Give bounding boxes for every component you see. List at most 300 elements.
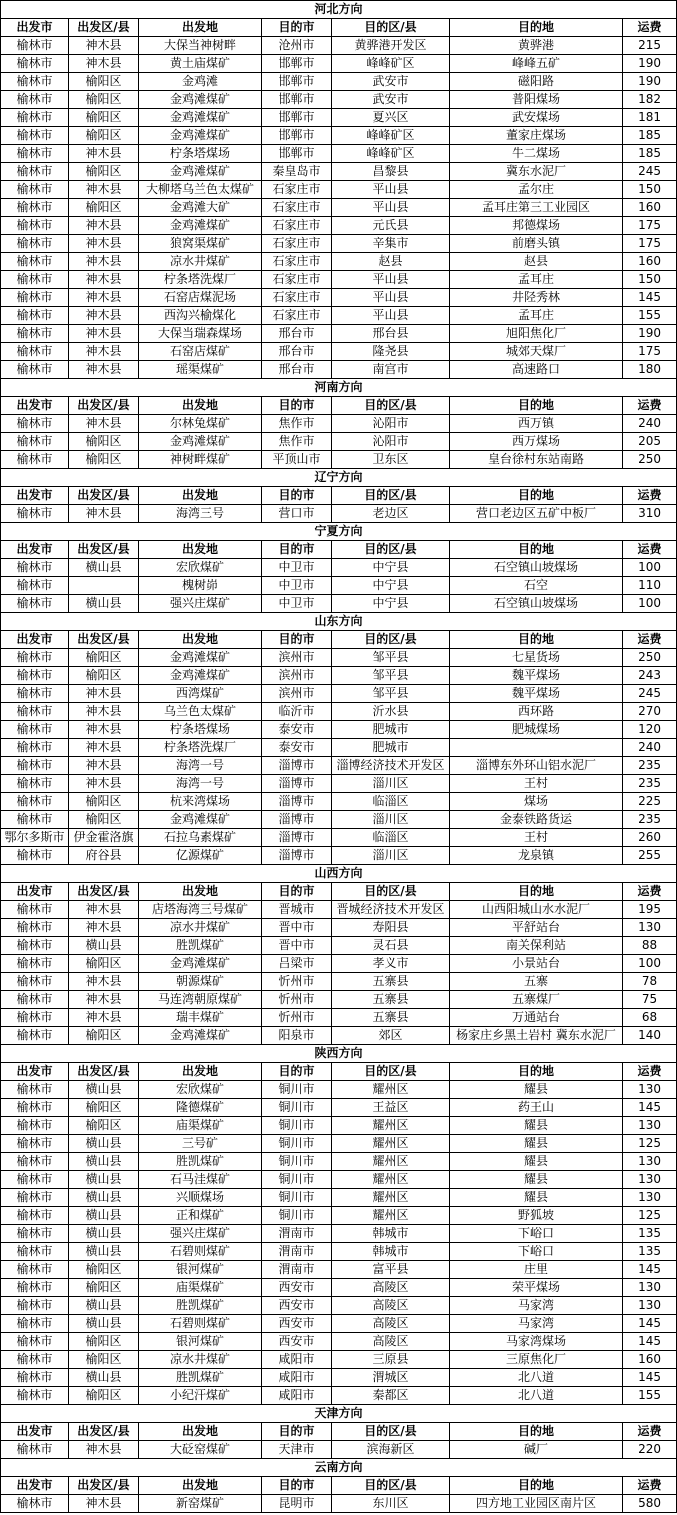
cell-freight: 125 [623, 1207, 677, 1225]
cell-origin-city: 榆林市 [1, 361, 69, 379]
cell-freight: 120 [623, 721, 677, 739]
table-row [1, 271, 677, 289]
cell-origin-district: 榆阳区 [69, 91, 139, 109]
cell-origin-site: 马连湾朝原煤矿 [139, 991, 262, 1009]
cell-dest-city: 铜川市 [262, 1207, 332, 1225]
cell-dest-city: 邯郸市 [262, 109, 332, 127]
cell-freight: 150 [623, 271, 677, 289]
cell-dest-site: 北八道 [450, 1369, 623, 1387]
cell-origin-site: 柠条塔洗煤厂 [139, 271, 262, 289]
cell-dest-district: 耀州区 [332, 1171, 450, 1189]
cell-dest-city: 中卫市 [262, 577, 332, 595]
cell-origin-district: 神木县 [69, 343, 139, 361]
cell-freight: 150 [623, 181, 677, 199]
header-row [1, 631, 677, 649]
column-header-origin-site: 出发地 [139, 1423, 262, 1441]
column-header-origin-site: 出发地 [139, 541, 262, 559]
cell-origin-district: 榆阳区 [69, 1261, 139, 1279]
cell-freight: 145 [623, 1099, 677, 1117]
table-row [1, 1027, 677, 1045]
cell-origin-city: 榆林市 [1, 217, 69, 235]
table-row [1, 199, 677, 217]
cell-origin-city: 榆林市 [1, 253, 69, 271]
column-header-origin-district: 出发区/县 [69, 883, 139, 901]
cell-dest-site: 煤场 [450, 793, 623, 811]
cell-dest-district: 峰峰矿区 [332, 127, 450, 145]
cell-dest-city: 滨州市 [262, 649, 332, 667]
table-row [1, 1117, 677, 1135]
cell-dest-city: 淄博市 [262, 811, 332, 829]
cell-origin-city: 榆林市 [1, 1189, 69, 1207]
cell-origin-site: 西湾煤矿 [139, 685, 262, 703]
cell-dest-city: 临沂市 [262, 703, 332, 721]
cell-origin-district: 榆阳区 [69, 1117, 139, 1135]
table-row [1, 1009, 677, 1027]
column-header-origin-district: 出发区/县 [69, 397, 139, 415]
cell-origin-city: 榆林市 [1, 127, 69, 145]
cell-dest-city: 邯郸市 [262, 73, 332, 91]
cell-dest-district: 高陵区 [332, 1279, 450, 1297]
cell-dest-site: 肥城煤场 [450, 721, 623, 739]
column-header-origin-site: 出发地 [139, 1477, 262, 1495]
cell-freight: 181 [623, 109, 677, 127]
cell-dest-city: 邯郸市 [262, 91, 332, 109]
cell-origin-city: 榆林市 [1, 325, 69, 343]
cell-freight: 155 [623, 307, 677, 325]
cell-origin-city: 榆林市 [1, 343, 69, 361]
cell-dest-site: 耀县 [450, 1171, 623, 1189]
cell-dest-site: 高速路口 [450, 361, 623, 379]
cell-dest-city: 昆明市 [262, 1495, 332, 1513]
cell-dest-district: 耀州区 [332, 1207, 450, 1225]
cell-origin-city: 榆林市 [1, 235, 69, 253]
cell-dest-site: 西万镇 [450, 415, 623, 433]
column-header-dest-city: 目的市 [262, 541, 332, 559]
cell-origin-district: 神木县 [69, 739, 139, 757]
section-title-row [1, 1405, 677, 1423]
cell-origin-site: 小纪汗煤矿 [139, 1387, 262, 1405]
cell-origin-city: 榆林市 [1, 721, 69, 739]
table-row [1, 289, 677, 307]
cell-freight: 130 [623, 1279, 677, 1297]
cell-dest-site: 耀县 [450, 1117, 623, 1135]
cell-origin-site: 正和煤矿 [139, 1207, 262, 1225]
section-title-row [1, 865, 677, 883]
cell-origin-site: 三号矿 [139, 1135, 262, 1153]
cell-origin-district: 横山县 [69, 1081, 139, 1099]
cell-origin-site: 金鸡滩大矿 [139, 199, 262, 217]
cell-origin-site: 大砭窑煤矿 [139, 1441, 262, 1459]
cell-dest-city: 滨州市 [262, 667, 332, 685]
cell-origin-city: 榆林市 [1, 667, 69, 685]
cell-origin-district: 神木县 [69, 55, 139, 73]
cell-dest-district: 临淄区 [332, 793, 450, 811]
column-header-dest-city: 目的市 [262, 631, 332, 649]
cell-dest-site: 城郊天煤厂 [450, 343, 623, 361]
cell-dest-site: 孟耳庄第三工业园区 [450, 199, 623, 217]
cell-origin-site: 银河煤矿 [139, 1333, 262, 1351]
table-row [1, 415, 677, 433]
cell-origin-site: 凉水井煤矿 [139, 253, 262, 271]
cell-origin-district: 神木县 [69, 775, 139, 793]
cell-freight: 175 [623, 217, 677, 235]
cell-freight: 235 [623, 811, 677, 829]
column-header-dest-site: 目的地 [450, 1477, 623, 1495]
section-title-row [1, 613, 677, 631]
cell-freight: 130 [623, 919, 677, 937]
cell-freight: 160 [623, 253, 677, 271]
table-row [1, 703, 677, 721]
table-row [1, 361, 677, 379]
cell-dest-site: 龙泉镇 [450, 847, 623, 865]
cell-dest-city: 铜川市 [262, 1081, 332, 1099]
table-row [1, 901, 677, 919]
column-header-dest-district: 目的区/县 [332, 1477, 450, 1495]
cell-dest-district: 滨海新区 [332, 1441, 450, 1459]
cell-dest-site: 黄骅港 [450, 37, 623, 55]
table-row [1, 775, 677, 793]
cell-freight: 130 [623, 1081, 677, 1099]
table-row [1, 1261, 677, 1279]
cell-origin-district: 榆阳区 [69, 1387, 139, 1405]
table-row [1, 1099, 677, 1117]
header-row [1, 1423, 677, 1441]
cell-dest-city: 石家庄市 [262, 253, 332, 271]
cell-origin-district: 横山县 [69, 1189, 139, 1207]
table-row [1, 1279, 677, 1297]
cell-dest-district: 肥城市 [332, 739, 450, 757]
column-header-origin-site: 出发地 [139, 19, 262, 37]
cell-dest-site: 孟耳庄 [450, 307, 623, 325]
cell-origin-site: 石窑店煤泥场 [139, 289, 262, 307]
cell-origin-district: 神木县 [69, 973, 139, 991]
column-header-origin-district: 出发区/县 [69, 1063, 139, 1081]
table-row [1, 937, 677, 955]
cell-origin-site: 瑶渠煤矿 [139, 361, 262, 379]
cell-dest-site: 磁阳路 [450, 73, 623, 91]
column-header-origin-city: 出发市 [1, 19, 69, 37]
cell-origin-city: 榆林市 [1, 1369, 69, 1387]
cell-origin-city: 榆林市 [1, 1279, 69, 1297]
cell-origin-site: 瑞丰煤矿 [139, 1009, 262, 1027]
cell-dest-district: 峰峰矿区 [332, 55, 450, 73]
table-row [1, 739, 677, 757]
cell-dest-district: 高陵区 [332, 1333, 450, 1351]
column-header-dest-district: 目的区/县 [332, 397, 450, 415]
cell-origin-district: 横山县 [69, 1135, 139, 1153]
cell-freight: 195 [623, 901, 677, 919]
table-row [1, 127, 677, 145]
cell-origin-site: 金鸡滩 [139, 73, 262, 91]
cell-dest-district: 韩城市 [332, 1225, 450, 1243]
column-header-dest-district: 目的区/县 [332, 19, 450, 37]
table-row [1, 505, 677, 523]
column-header-dest-site: 目的地 [450, 631, 623, 649]
cell-dest-city: 铜川市 [262, 1117, 332, 1135]
table-row [1, 145, 677, 163]
cell-dest-site: 五寨 [450, 973, 623, 991]
table-row [1, 109, 677, 127]
table-row [1, 955, 677, 973]
cell-origin-city: 榆林市 [1, 163, 69, 181]
cell-dest-site: 马家湾 [450, 1315, 623, 1333]
cell-dest-district: 平山县 [332, 181, 450, 199]
cell-origin-district: 榆阳区 [69, 73, 139, 91]
cell-dest-district: 秦都区 [332, 1387, 450, 1405]
cell-origin-district: 横山县 [69, 1315, 139, 1333]
cell-dest-district: 肥城市 [332, 721, 450, 739]
cell-origin-district: 横山县 [69, 1207, 139, 1225]
cell-freight: 155 [623, 1387, 677, 1405]
cell-dest-city: 淄博市 [262, 793, 332, 811]
cell-origin-city: 榆林市 [1, 1297, 69, 1315]
cell-freight: 145 [623, 1333, 677, 1351]
cell-origin-city: 榆林市 [1, 1495, 69, 1513]
cell-origin-city: 榆林市 [1, 1081, 69, 1099]
cell-dest-city: 铜川市 [262, 1171, 332, 1189]
cell-origin-district: 神木县 [69, 145, 139, 163]
cell-dest-site: 石空镇山坡煤场 [450, 559, 623, 577]
cell-origin-site: 宏欣煤矿 [139, 1081, 262, 1099]
cell-origin-site: 宏欣煤矿 [139, 559, 262, 577]
section-title: 河南方向 [1, 379, 677, 397]
column-header-dest-district: 目的区/县 [332, 1063, 450, 1081]
cell-origin-city: 榆林市 [1, 775, 69, 793]
cell-freight: 235 [623, 757, 677, 775]
cell-origin-city: 榆林市 [1, 793, 69, 811]
cell-dest-district: 耀州区 [332, 1117, 450, 1135]
cell-origin-city: 榆林市 [1, 37, 69, 55]
header-row [1, 1477, 677, 1495]
cell-freight: 100 [623, 595, 677, 613]
cell-dest-city: 西安市 [262, 1279, 332, 1297]
table-row [1, 973, 677, 991]
cell-dest-district: 平山县 [332, 307, 450, 325]
cell-freight: 270 [623, 703, 677, 721]
cell-freight: 100 [623, 559, 677, 577]
cell-origin-district: 伊金霍洛旗 [69, 829, 139, 847]
cell-freight: 160 [623, 1351, 677, 1369]
cell-origin-district: 横山县 [69, 1243, 139, 1261]
cell-freight: 145 [623, 1315, 677, 1333]
cell-dest-site: 赵县 [450, 253, 623, 271]
cell-dest-city: 滨州市 [262, 685, 332, 703]
cell-freight: 160 [623, 199, 677, 217]
table-row [1, 1081, 677, 1099]
cell-dest-city: 石家庄市 [262, 217, 332, 235]
table-row [1, 1333, 677, 1351]
cell-dest-district: 夏兴区 [332, 109, 450, 127]
cell-dest-site: 魏平煤场 [450, 685, 623, 703]
cell-dest-district: 邹平县 [332, 649, 450, 667]
cell-origin-district: 神木县 [69, 181, 139, 199]
cell-origin-city: 榆林市 [1, 847, 69, 865]
cell-dest-city: 营口市 [262, 505, 332, 523]
cell-dest-site: 皇台徐村东站南路 [450, 451, 623, 469]
cell-freight: 78 [623, 973, 677, 991]
column-header-freight: 运费 [623, 1423, 677, 1441]
cell-origin-city: 榆林市 [1, 973, 69, 991]
cell-origin-site: 神树畔煤矿 [139, 451, 262, 469]
cell-origin-city: 榆林市 [1, 1153, 69, 1171]
cell-origin-city: 榆林市 [1, 1207, 69, 1225]
cell-dest-site: 峰峰五矿 [450, 55, 623, 73]
cell-origin-city: 榆林市 [1, 937, 69, 955]
cell-origin-site: 大柳塔乌兰色太煤矿 [139, 181, 262, 199]
cell-dest-site: 碱厂 [450, 1441, 623, 1459]
cell-dest-city: 阳泉市 [262, 1027, 332, 1045]
cell-origin-city: 榆林市 [1, 109, 69, 127]
cell-dest-district: 昌黎县 [332, 163, 450, 181]
cell-freight: 130 [623, 1297, 677, 1315]
cell-origin-district: 神木县 [69, 1495, 139, 1513]
cell-dest-site: 马家湾煤场 [450, 1333, 623, 1351]
column-header-freight: 运费 [623, 541, 677, 559]
column-header-dest-city: 目的市 [262, 487, 332, 505]
cell-dest-city: 泰安市 [262, 739, 332, 757]
cell-origin-district [69, 577, 139, 595]
column-header-dest-site: 目的地 [450, 487, 623, 505]
table-row [1, 829, 677, 847]
cell-origin-site: 槐树峁 [139, 577, 262, 595]
cell-dest-district: 邹平县 [332, 685, 450, 703]
table-row [1, 1369, 677, 1387]
cell-dest-city: 渭南市 [262, 1261, 332, 1279]
cell-origin-city: 榆林市 [1, 1351, 69, 1369]
cell-dest-district: 渭城区 [332, 1369, 450, 1387]
cell-dest-city: 石家庄市 [262, 289, 332, 307]
table-row [1, 1171, 677, 1189]
cell-dest-site: 耀县 [450, 1135, 623, 1153]
column-header-origin-city: 出发市 [1, 631, 69, 649]
cell-dest-site: 四方地工业园区南片区 [450, 1495, 623, 1513]
cell-dest-city: 沧州市 [262, 37, 332, 55]
column-header-freight: 运费 [623, 1477, 677, 1495]
cell-origin-city: 榆林市 [1, 1225, 69, 1243]
cell-dest-site: 金泰铁路货运 [450, 811, 623, 829]
column-header-dest-city: 目的市 [262, 19, 332, 37]
cell-dest-site: 平舒站台 [450, 919, 623, 937]
cell-origin-city: 榆林市 [1, 901, 69, 919]
cell-origin-city: 榆林市 [1, 1261, 69, 1279]
section-title-row [1, 523, 677, 541]
section-title-row [1, 1459, 677, 1477]
column-header-freight: 运费 [623, 1063, 677, 1081]
table-row [1, 1495, 677, 1513]
table-row [1, 1189, 677, 1207]
cell-dest-city: 石家庄市 [262, 307, 332, 325]
cell-dest-district: 寿阳县 [332, 919, 450, 937]
cell-dest-district: 平山县 [332, 289, 450, 307]
cell-freight: 125 [623, 1135, 677, 1153]
cell-origin-city: 鄂尔多斯市 [1, 829, 69, 847]
cell-origin-site: 凉水井煤矿 [139, 919, 262, 937]
cell-dest-site: 七星货场 [450, 649, 623, 667]
cell-dest-city: 邯郸市 [262, 55, 332, 73]
column-header-dest-district: 目的区/县 [332, 883, 450, 901]
cell-dest-district: 耀州区 [332, 1081, 450, 1099]
cell-freight: 130 [623, 1117, 677, 1135]
cell-dest-district: 中宁县 [332, 577, 450, 595]
cell-dest-city: 秦皇岛市 [262, 163, 332, 181]
cell-dest-city: 晋中市 [262, 937, 332, 955]
column-header-dest-district: 目的区/县 [332, 1423, 450, 1441]
cell-dest-city: 西安市 [262, 1315, 332, 1333]
cell-origin-site: 店塔海湾三号煤矿 [139, 901, 262, 919]
cell-origin-site: 强兴庄煤矿 [139, 1225, 262, 1243]
table-row [1, 721, 677, 739]
section-title: 山东方向 [1, 613, 677, 631]
cell-origin-site: 金鸡滩煤矿 [139, 955, 262, 973]
cell-dest-city: 渭南市 [262, 1225, 332, 1243]
cell-dest-site: 庄里 [450, 1261, 623, 1279]
cell-origin-district: 榆阳区 [69, 811, 139, 829]
section-title-row [1, 1045, 677, 1063]
column-header-origin-district: 出发区/县 [69, 487, 139, 505]
cell-origin-district: 榆阳区 [69, 667, 139, 685]
cell-freight: 75 [623, 991, 677, 1009]
cell-dest-district: 隆尧县 [332, 343, 450, 361]
cell-origin-city: 榆林市 [1, 1135, 69, 1153]
cell-dest-site: 王村 [450, 775, 623, 793]
cell-origin-city: 榆林市 [1, 181, 69, 199]
cell-origin-site: 金鸡滩煤矿 [139, 667, 262, 685]
column-header-freight: 运费 [623, 397, 677, 415]
cell-origin-district: 神木县 [69, 1009, 139, 1027]
cell-freight: 175 [623, 235, 677, 253]
cell-freight: 180 [623, 361, 677, 379]
table-row [1, 235, 677, 253]
cell-origin-district: 神木县 [69, 361, 139, 379]
cell-origin-district: 神木县 [69, 37, 139, 55]
section-title: 天津方向 [1, 1405, 677, 1423]
cell-origin-district: 榆阳区 [69, 1099, 139, 1117]
cell-dest-site: 董家庄煤场 [450, 127, 623, 145]
cell-origin-site: 大保当瑞森煤场 [139, 325, 262, 343]
cell-origin-city: 榆林市 [1, 433, 69, 451]
section-title: 辽宁方向 [1, 469, 677, 487]
cell-dest-city: 晋城市 [262, 901, 332, 919]
cell-dest-site: 西环路 [450, 703, 623, 721]
cell-dest-city: 邢台市 [262, 343, 332, 361]
cell-origin-district: 横山县 [69, 1171, 139, 1189]
cell-dest-district: 沁阳市 [332, 415, 450, 433]
cell-dest-district: 耀州区 [332, 1135, 450, 1153]
cell-origin-district: 横山县 [69, 1297, 139, 1315]
cell-dest-city: 邯郸市 [262, 127, 332, 145]
cell-dest-site: 魏平煤场 [450, 667, 623, 685]
cell-dest-site: 下峪口 [450, 1225, 623, 1243]
cell-dest-site: 冀东水泥厂 [450, 163, 623, 181]
cell-origin-district: 横山县 [69, 1225, 139, 1243]
cell-dest-city: 西安市 [262, 1333, 332, 1351]
section-title: 河北方向 [1, 1, 677, 19]
table-row [1, 1153, 677, 1171]
cell-dest-district: 耀州区 [332, 1189, 450, 1207]
cell-origin-district: 神木县 [69, 703, 139, 721]
table-row [1, 1387, 677, 1405]
cell-origin-city: 榆林市 [1, 955, 69, 973]
cell-origin-district: 榆阳区 [69, 1279, 139, 1297]
cell-origin-site: 石碧则煤矿 [139, 1315, 262, 1333]
cell-origin-city: 榆林市 [1, 55, 69, 73]
column-header-origin-city: 出发市 [1, 487, 69, 505]
cell-dest-district: 卫东区 [332, 451, 450, 469]
cell-origin-site: 大保当神树畔 [139, 37, 262, 55]
section-title-row [1, 1, 677, 19]
cell-origin-city: 榆林市 [1, 307, 69, 325]
cell-origin-district: 神木县 [69, 415, 139, 433]
